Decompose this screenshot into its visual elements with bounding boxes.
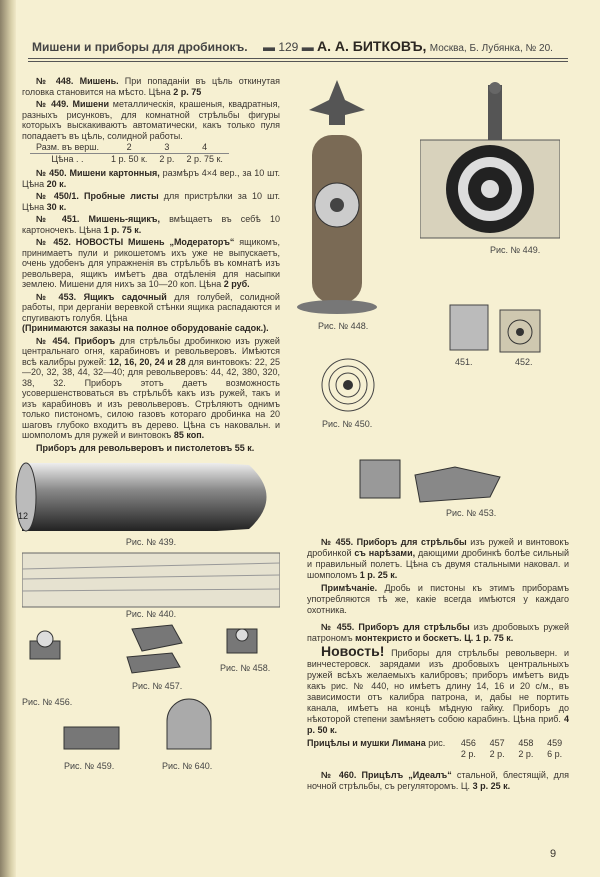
firm-name: А. А. БИТКОВЪ,	[317, 38, 427, 54]
item-name: Мишень.	[79, 76, 119, 86]
size-label: Разм. въ верш.	[36, 142, 99, 152]
item-price: 2 руб.	[223, 279, 250, 289]
item-price: 1 р. 75 к.	[103, 224, 142, 235]
section-title: Мишени и приборы для дробинокъ.	[32, 40, 248, 54]
item-price: 2 р. 75	[173, 86, 202, 97]
item-text: вмѣщаетъ въ себѣ 10 картоночекъ. Цѣна	[22, 214, 280, 235]
right-column-text	[307, 537, 569, 794]
price-label: Цѣна . .	[51, 154, 84, 164]
item-number: № 455.	[321, 537, 354, 547]
caption-440: Рис. № 440.	[125, 608, 177, 619]
item-number: № 449.	[36, 99, 69, 109]
item-price: 85 коп.	[173, 430, 205, 440]
item-name: НОВОСТЫ Мишень „Модераторъ“	[75, 237, 235, 247]
sights-name: Прицѣлы и мушки Лимана	[307, 738, 426, 748]
sight-price: 2 р.	[460, 749, 476, 759]
figure-448-target	[290, 75, 385, 317]
note	[307, 583, 569, 616]
item-text: для пристрѣлки за 10 шт. Цѣна	[22, 191, 280, 212]
item-text: При попаданіи въ цѣль откинутая головка становится на мѣсто. Цѣна	[22, 76, 280, 97]
item-price: 3 р. 25 к.	[472, 781, 511, 791]
item-name: Приборъ	[74, 335, 116, 346]
item-text: стальной, блестящій, для ночной стрѣльбы, съ регуляторомъ. Ц.	[307, 770, 569, 791]
figure-453-trap-box	[355, 455, 505, 505]
size-price-table	[30, 142, 229, 165]
figure-450-paper-target	[318, 355, 378, 415]
item-number: № 453.	[36, 291, 77, 302]
item-text: дающими дробинкѣ болѣе сильный и правильный полетъ. Цѣна съ двумя стальными наковал. и шомполомъ	[307, 548, 569, 580]
item-text: изъ ружей и винтовокъ дробинкой	[307, 537, 569, 558]
caption-451: 451.	[455, 357, 473, 367]
item-453	[22, 292, 280, 334]
left-column	[18, 76, 280, 783]
size: 3	[164, 142, 170, 152]
sights-label: рис.	[428, 738, 446, 748]
caption-453: Рис. № 453.	[446, 508, 497, 518]
item-450-1	[22, 191, 280, 212]
item-name: Пробные листы	[84, 191, 159, 201]
item-name: Мишени	[72, 99, 109, 109]
item-price: 4 р. 50 к.	[307, 714, 569, 735]
note-label: Примѣчаніе.	[321, 583, 378, 593]
item-text: изъ дробовыхъ ружей патрономъ	[307, 622, 569, 643]
caption-457: Рис. № 457.	[132, 681, 183, 691]
item-feature: съ нарѣзами,	[354, 548, 416, 558]
item-feature: монтекристо и боскетъ.	[355, 633, 462, 643]
fig-number: 458	[518, 738, 534, 748]
sight-price: 2 р.	[489, 749, 505, 759]
price: 2 р. 75 к.	[186, 154, 223, 164]
item-text: для винтовокъ: 22, 25—20, 32, 38, 44, 32—40; для револьверовъ: 44, 42, 380, 320, 38, 32. Приборъ этотъ даетъ возможность усовершенствоваться въ стрѣльбѣ какъ изъ ружей, такъ и изъ карабиновъ и изъ револьверовъ. Стрѣляютъ однимъ только пистономъ, силою газовъ котораго дробинка на 20 шаговъ глубоко входитъ въ дерево. Цѣна съ наковальн. и шомполомъ для ружей и винтовокъ	[22, 356, 280, 440]
fig-number: 456	[460, 738, 476, 748]
caption-449: Рис. № 449.	[490, 245, 541, 255]
item-number: № 448.	[36, 76, 74, 86]
figure-439-cartridge	[14, 457, 284, 537]
header-rule	[28, 58, 568, 59]
item-text: для голубей, солидной работы, при дерганіи веревкой стѣнки ящика распадаются и спугиваютъ голубя. Цѣна	[22, 291, 280, 323]
item-price: 30 к.	[46, 201, 67, 212]
item-name: Мишени картонныя,	[69, 168, 160, 178]
figure-440-device	[22, 551, 280, 609]
caption-459: Рис. № 459.	[64, 761, 115, 771]
item-name: Ящикъ садочный	[83, 291, 167, 302]
sights-figures	[22, 623, 280, 783]
item-price: Ц. 1 р. 75 к.	[464, 633, 514, 643]
caption-456: Рис. № 456.	[22, 697, 73, 707]
page-binding-edge	[0, 0, 16, 877]
item-text: металлическія, крашеныя, квадратныя, разныхъ рисунковъ, для комнатной стрѣльбы фигуры которыхъ выскакиваютъ автоматически, какъ только пуля попадаетъ въ цѣль, солидной работы.	[22, 99, 280, 141]
revolver-price-line: Приборъ для револьверовъ и пистолетовъ 55 к.	[36, 442, 255, 453]
catalog-page-number: 129	[278, 40, 299, 54]
item-price: 20 к.	[46, 178, 67, 189]
item-number: № 460.	[321, 770, 357, 780]
item-name: Приборъ для стрѣльбы	[358, 622, 470, 632]
item-name: Приборъ для стрѣльбы	[356, 537, 467, 547]
item-name: Прицѣлъ „Идеалъ“	[361, 770, 452, 780]
item-calibers: 12, 16, 20, 24 и 28	[108, 356, 186, 367]
item-number: № 452.	[36, 237, 71, 247]
sight-price: 2 р.	[518, 749, 534, 759]
firm-address: Москва, Б. Лубянка, № 20.	[429, 43, 553, 54]
fig-number: 457	[489, 738, 505, 748]
item-name: Мишень-ящикъ,	[88, 214, 160, 224]
item-454-revolver	[22, 443, 280, 454]
sight-price: 6 р.	[547, 749, 563, 759]
caption-452: 452.	[515, 357, 533, 367]
item-number: № 455.	[321, 622, 355, 632]
item-text: ящикомъ, принимаетъ пули и рикошетомъ ихъ уже не выпускаетъ, очень удобенъ для упражненія въ стрѣльбѣ въ комнатѣ изъ револьвера, ящикъ имѣетъ два отдѣленія для насыпки землею. Мишени для нихъ за 10—20 коп. Цѣна	[22, 237, 280, 289]
item-454	[22, 336, 280, 441]
item-number: № 450/1.	[36, 191, 79, 201]
item-450	[22, 168, 280, 189]
item-452	[22, 237, 280, 290]
caption-448: Рис. № 448.	[318, 321, 369, 331]
novelty-text: Приборы для стрѣльбы револьверн. и винчестеровск. зарядами изъ дробовыхъ центральныхъ ружей всѣхъ желаемыхъ калибровъ; приборъ имѣетъ видъ какъ рис. № 440, но имѣетъ длину 14, 16 и 20 с/м., въ зависимости отъ калибра патрона, и, дабы не портить канала, имѣетъ на концѣ мѣдную гайку. Приборъ до нѣкоторой степени замѣняетъ собою карабинъ. Цѣна приб.	[307, 648, 569, 724]
item-455-montecristo	[307, 622, 569, 644]
figure-451-452-boxes	[445, 300, 545, 355]
price: 1 р. 50 к.	[110, 154, 148, 164]
figure-449-target	[420, 80, 560, 240]
item-449	[22, 99, 280, 141]
novelty	[307, 643, 569, 736]
price: 2 р.	[159, 154, 175, 164]
item-448	[22, 76, 280, 97]
caption-450: Рис. № 450.	[322, 419, 373, 429]
item-text: для стрѣльбы дробинкою изъ ружей центральнаго огня, карабиновъ и револьверовъ. Имѣются всѣ калибры ружей:	[22, 335, 280, 367]
item-451	[22, 214, 280, 235]
caption-439: Рис. № 439.	[125, 537, 177, 547]
page-number: 9	[550, 848, 557, 860]
caption-458: Рис. № 458.	[220, 663, 271, 673]
item-455-rifled	[307, 537, 569, 581]
item-number: № 451.	[36, 214, 80, 224]
sights-table	[307, 738, 569, 760]
novelty-label: Новость!	[321, 643, 385, 659]
item-price: 1 р. 25 к.	[359, 570, 398, 580]
note-text: Дробь и пистоны къ этимъ приборамъ употребляются тѣ же, какіе всегда имѣются у каждаго охотника.	[307, 583, 569, 615]
item-number: № 450.	[36, 168, 67, 178]
cartridge-caliber-mark: 12	[18, 511, 29, 521]
caption-640: Рис. № 640.	[162, 761, 213, 771]
running-header: Мишени и приборы для дробинокъ. ▬ 129 ▬ А. А. БИТКОВЪ, Москва, Б. Лубянка, № 20.	[32, 38, 553, 54]
size: 4	[202, 142, 208, 152]
item-460	[307, 770, 569, 792]
item-note: (Принимаются заказы на полное оборудованіе садок.).	[22, 323, 269, 333]
size: 2	[126, 142, 132, 152]
item-text: размѣръ 4×4 вер., за 10 шт. Цѣна	[22, 168, 280, 189]
item-number: № 454.	[36, 335, 71, 346]
fig-number: 459	[547, 738, 563, 748]
header-rule-2	[28, 61, 568, 62]
